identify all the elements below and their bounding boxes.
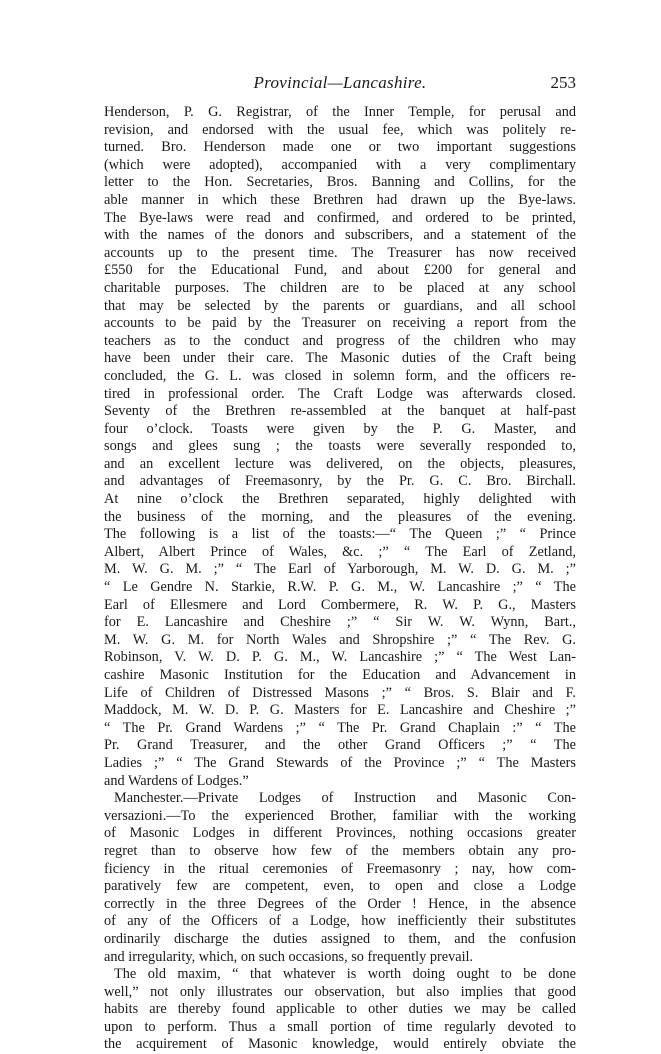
text-line: Maddock, M. W. D. P. G. Masters for E. Lancashire and Cheshire ;” xyxy=(104,702,576,719)
text-line: Seventy of the Brethren re-assembled at the banquet at half-past xyxy=(104,403,576,420)
text-line: cashire Masonic Institution for the Education and Advancement in xyxy=(104,667,576,683)
text-line: “ Le Gendre N. Starkie, R.W. P. G. M., W. Lancashire ;” “ The xyxy=(104,579,576,596)
text-line: “ The Pr. Grand Wardens ;” “ The Pr. Grand Chaplain :” “ The xyxy=(104,719,576,736)
text-line: and advantages of Freemasonry, by the Pr. G. C. Bro. Birchall. xyxy=(104,473,576,490)
text-line: of any of the Officers of a Lodge, how inefficiently their substitutes xyxy=(104,913,576,930)
text-line: tired in professional order. The Craft Lodge was afterwards closed. xyxy=(104,385,576,402)
text-line: Ladies ;” “ The Grand Stewards of the Province ;” “ The Masters xyxy=(104,754,576,771)
text-line: teachers as to the conduct and progress of the children who may xyxy=(104,332,576,349)
text-line: accounts up to the present time. The Treasurer has now received xyxy=(104,244,576,261)
running-title: Provincial—Lancashire. xyxy=(253,73,427,92)
page-header xyxy=(104,73,576,101)
text-line: correctly in the three Degrees of the Order ! Hence, in the absence xyxy=(104,895,576,912)
text-line: the business of the morning, and the pleasures of the evening. xyxy=(104,508,576,525)
text-line: M. W. G. M. ;” “ The Earl of Yarborough, M. W. D. G. M. ;” xyxy=(104,561,576,578)
text-line: The following is a list of the toasts:—“ The Queen ;” “ Prince xyxy=(104,526,576,543)
text-line: paratively few are competent, even, to open and close a Lodge xyxy=(104,878,576,895)
text-line: Robinson, V. W. D. P. G. M., W. Lancashire ;” “ The West Lan- xyxy=(104,649,576,666)
text-line: well,” not only illustrates our observation, but also implies that good xyxy=(104,983,576,1000)
text-line: Manchester.—Private Lodges of Instruction and Masonic Con- xyxy=(114,790,576,807)
text-line: versazioni.—To the experienced Brother, familiar with the working xyxy=(104,807,576,824)
body-text xyxy=(104,104,576,1054)
text-line: have been under their care. The Masonic duties of the Craft being xyxy=(104,350,576,367)
text-line: ordinarily discharge the duties assigned to them, and the confusion xyxy=(104,930,576,947)
text-line: (which were adopted), accompanied with a very complimentary xyxy=(104,156,576,173)
text-line: and an excellent lecture was delivered, on the objects, pleasures, xyxy=(104,455,576,472)
text-line: M. W. G. M. for North Wales and Shropshire ;” “ The Rev. G. xyxy=(104,631,576,648)
text-line: songs and glees sung ; the toasts were severally responded to, xyxy=(104,438,576,455)
text-line: charitable purposes. The children are to be placed at any school xyxy=(104,279,576,296)
text-line: accounts to be paid by the Treasurer on receiving a report from the xyxy=(104,315,576,332)
text-line: Albert, Albert Prince of Wales, &c. ;” “ The Earl of Zetland, xyxy=(104,543,576,560)
text-line: concluded, the G. L. was closed in solemn form, and the officers re- xyxy=(104,367,576,384)
text-line: £550 for the Educational Fund, and about £200 for general and xyxy=(104,262,576,279)
page-number: 253 xyxy=(550,73,576,92)
text-line: and Wardens of Lodges.” xyxy=(104,772,249,789)
text-line: letter to the Hon. Secretaries, Bros. Banning and Collins, for the xyxy=(104,174,576,191)
text-line: Pr. Grand Treasurer, and the other Grand Officers ;” “ The xyxy=(104,737,576,754)
text-line: The Bye-laws were read and confirmed, and ordered to be printed, xyxy=(104,209,576,226)
text-line: At nine o’clock the Brethren separated, highly delighted with xyxy=(104,491,576,508)
text-line: with the names of the donors and subscribers, and a statement of the xyxy=(104,227,576,244)
text-line: habits are thereby found applicable to other duties we may be called xyxy=(104,1001,576,1018)
text-line: upon to perform. Thus a small portion of time regularly devoted to xyxy=(104,1018,576,1035)
text-line: ficiency in the ritual ceremonies of Freemasonry ; nay, how com- xyxy=(104,860,576,877)
text-line: Earl of Ellesmere and Lord Combermere, R. W. P. G., Masters xyxy=(104,596,576,613)
text-line: that may be selected by the parents or guardians, and all school xyxy=(104,297,576,314)
text-line: revision, and endorsed with the usual fee, which was politely re- xyxy=(104,121,576,138)
text-line: regret than to observe how few of the members obtain any pro- xyxy=(104,842,576,859)
text-line: able manner in which these Brethren had drawn up the Bye-laws. xyxy=(104,191,576,208)
text-line: the acquirement of Masonic knowledge, would entirely obviate the xyxy=(104,1036,576,1053)
text-line: The old maxim, “ that whatever is worth doing ought to be done xyxy=(114,966,576,983)
text-line: four o’clock. Toasts were given by the P. G. Master, and xyxy=(104,420,576,437)
text-line: Henderson, P. G. Registrar, of the Inner Temple, for perusal and xyxy=(104,104,576,120)
text-line: of Masonic Lodges in different Provinces, nothing occasions greater xyxy=(104,825,576,842)
text-line: for E. Lancashire and Cheshire ;” “ Sir W. W. Wynn, Bart., xyxy=(104,614,576,631)
text-line: and irregularity, which, on such occasions, so frequently prevail. xyxy=(104,948,474,965)
text-line: turned. Bro. Henderson made one or two important suggestions xyxy=(104,139,576,156)
text-line: Life of Children of Distressed Masons ;” “ Bros. S. Blair and F. xyxy=(104,684,576,701)
